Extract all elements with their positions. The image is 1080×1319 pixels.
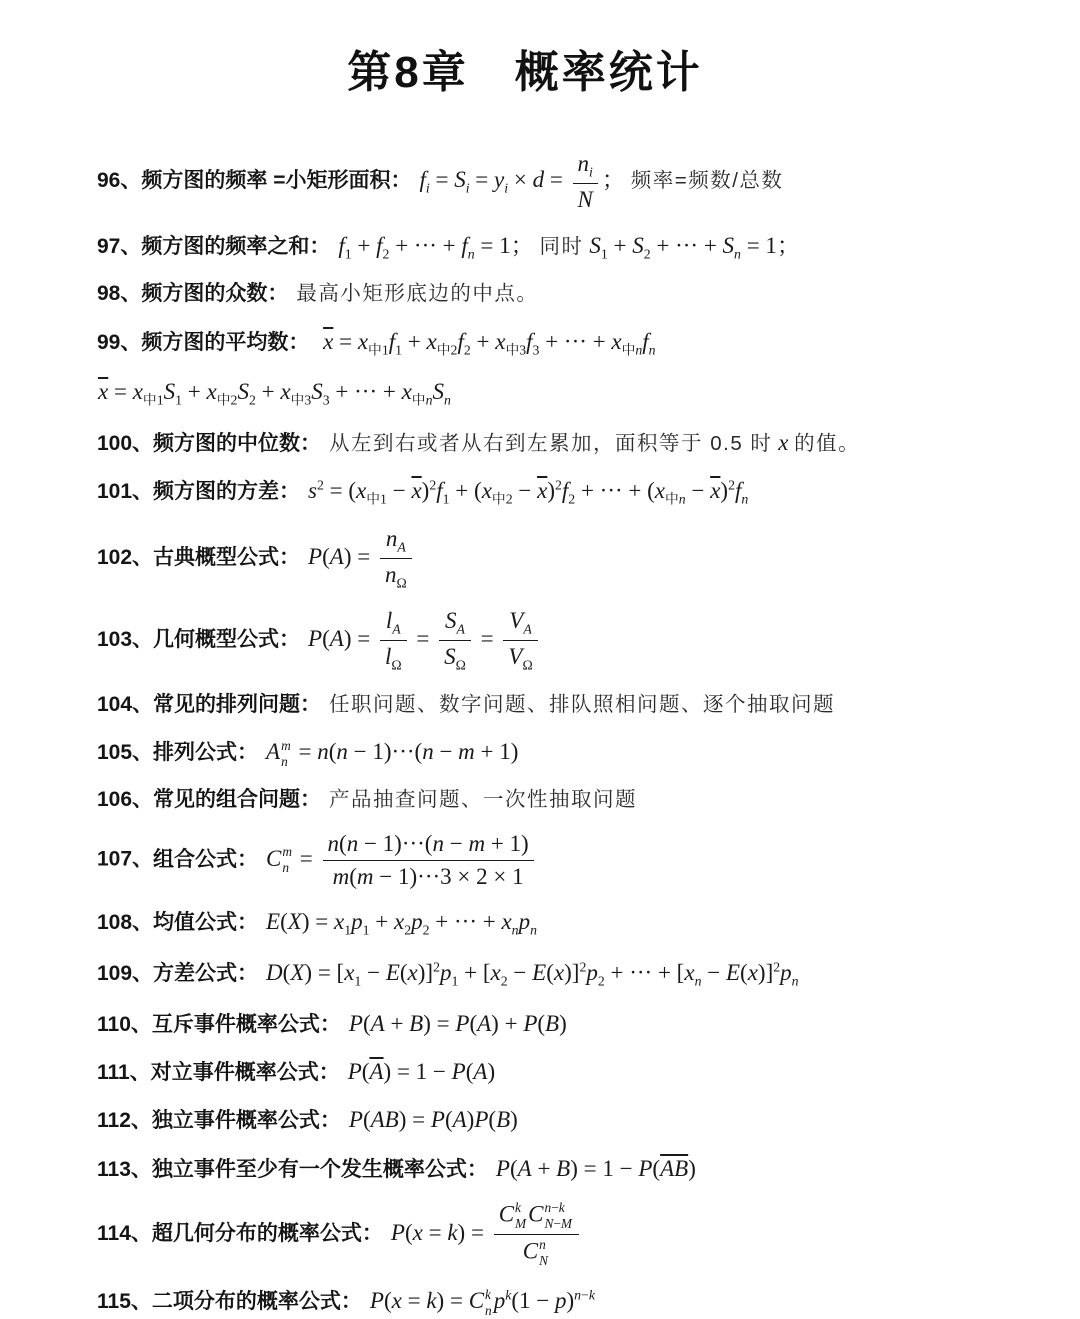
item-label: 频方图的众数： (141, 282, 289, 306)
item-number: 113、 (97, 1157, 152, 1181)
item-label: 方差公式： (153, 961, 259, 985)
item-formula: 从左到右或者从右到左累加，面积等于 0.5 时 x 的值。 (329, 429, 861, 455)
item-formula: 任职问题、数字问题、排队照相问题、逐个抽取问题 (329, 692, 836, 716)
item-label: 对立事件概率公式： (150, 1060, 340, 1084)
formula-item (0, 1055, 1050, 1088)
item-label: 常见的组合问题： (153, 787, 322, 811)
formula-item (0, 690, 1050, 720)
item-number: 108、 (97, 911, 154, 935)
item-label: 超几何分布的概率公式： (151, 1222, 383, 1246)
formula-item (0, 830, 1050, 890)
formula-item (0, 150, 1050, 214)
item-label: 二项分布的概率公式： (151, 1290, 362, 1314)
item-number: 111、 (97, 1060, 151, 1084)
item-number: 107、 (97, 847, 154, 871)
formula-item (0, 1200, 1050, 1269)
formula-item (0, 375, 1050, 411)
item-label: 常见的排列问题： (153, 692, 322, 716)
formula-item (0, 1007, 1050, 1040)
item-formula: P(A) = $\frac{n_A}{n_\Omega}$ (308, 546, 416, 569)
item-number: 106、 (97, 787, 154, 811)
item-number: 110、 (97, 1012, 152, 1036)
formula-item (0, 905, 1050, 941)
item-formula: P(A + B) = P(A) + P(B) (348, 1010, 567, 1036)
item-formula: 最高小矩形底边的中点。 (296, 282, 539, 306)
formula-item (0, 785, 1050, 815)
item-label: 频方图的方差： (153, 480, 301, 504)
item-label: 频方图的频率 =小矩形面积： (141, 169, 412, 193)
item-formula: $P(\overline{A}) = 1 - P(A)$ (347, 1058, 496, 1084)
item-number: 97、 (97, 234, 142, 258)
formula-item (0, 525, 1050, 592)
item-label: 频方图的平均数： (141, 330, 310, 354)
item-formula: $P(A + B) = 1 - P(\overline{AB})$ (495, 1155, 696, 1181)
formula-item (0, 279, 1050, 309)
item-formula: $E(X) = x_1p_1 + x_2p_2$ + ··· + $x_np_n$ (266, 909, 537, 938)
item-formula: P(x = k) = C k n $p^k(1 - p)^{n-k}$ (369, 1286, 595, 1318)
item-number: 109、 (97, 961, 154, 985)
item-formula: $\overline{x} = x_{中1}f_1 + x_{中2}f_2 + x_{中3}f_3$ + ··· + $x_{中n}f_n$ (323, 328, 656, 358)
item-label: 频方图的频率之和： (141, 234, 331, 258)
item-number: 103、 (97, 628, 154, 652)
item-label: 古典概型公式： (153, 545, 301, 569)
item-number: 102、 (97, 545, 154, 569)
item-label: 均值公式： (153, 911, 259, 935)
item-number: 112、 (97, 1109, 152, 1133)
item-label: 独立事件至少有一个发生概率公式： (151, 1157, 488, 1181)
chapter-number: 第8章 (347, 48, 469, 97)
item-formula: 产品抽查问题、一次性抽取问题 (329, 787, 638, 811)
item-label: 频方图的中位数： (153, 431, 322, 455)
formula-item (0, 474, 1050, 510)
item-formula: C m n = $\frac{n(n - 1)\cdot\cdot\cdot(n - m + 1)}{m(m - 1)\cdot\cdot\cdot 3 \times 2 \times 1}$ (266, 848, 538, 871)
item-formula: A m n = n(n − 1)···(n − m + 1) (266, 737, 519, 769)
formula-item (0, 426, 1050, 459)
item-number: 115、 (97, 1290, 152, 1314)
chapter-title (0, 36, 1050, 100)
item-formula: $f_i = S_i = y_i \times d$ = $\frac{n_i}{N}$ ； 频率=频数/总数 (419, 151, 784, 213)
item-formula: P(A) = $\frac{l_A}{l_\Omega}$ = $\frac{S_A}{S_\Omega}$ = $\frac{V_A}{V_\Omega}$ (308, 628, 542, 651)
item-label: 组合公式： (153, 847, 259, 871)
formula-item (0, 229, 1050, 265)
item-formula: P(AB) = P(A)P(B) (348, 1107, 518, 1133)
item-formula: $f_1 + f_2$ + ··· + $f_n = 1$； 同时 $S_1 + S_2$ + ··· + $S_n = 1$； (338, 232, 800, 262)
item-number: 105、 (97, 740, 154, 764)
item-number: 99、 (97, 330, 142, 354)
item-number: 104、 (97, 692, 154, 716)
item-number: 114、 (97, 1222, 152, 1246)
item-number: 96、 (97, 169, 142, 193)
chapter-name: 概率统计 (514, 48, 703, 97)
formula-item (0, 1152, 1050, 1185)
item-label: 独立事件概率公式： (151, 1109, 341, 1133)
item-formula: $\overline{x} = x_{中1}S_1 + x_{中2}S_2 + x_{中3}S_3$ + ··· + $x_{中n}S_n$ (98, 379, 451, 408)
formula-item (0, 1103, 1050, 1136)
item-formula: P(x = k) = C k M C n−k N−M C n N (391, 1222, 583, 1245)
item-label: 互斥事件概率公式： (151, 1012, 341, 1036)
item-number: 101、 (97, 480, 154, 504)
item-label: 排列公式： (153, 740, 259, 764)
item-number: 98、 (97, 282, 142, 306)
formula-item (0, 1284, 1050, 1319)
formula-item (0, 607, 1050, 674)
item-number: 100、 (97, 431, 154, 455)
formula-list (0, 150, 1050, 1319)
item-label: 几何概型公式： (153, 628, 301, 652)
item-formula: $D(X) = [x_1 - E(x)]^2p_1 + [x_2 - E(x)]^2p_2$ + ··· + $[x_n - E(x)]^2p_n$ (266, 959, 799, 989)
formula-item (0, 735, 1050, 770)
formula-item (0, 956, 1050, 992)
item-formula: $s^2 = (x_{中1} - \overline{x})^2f_1 + (x_{中2} - \overline{x})^2f_2$ + ··· + $(x_{中n} - \overline{x})^2f_n$ (308, 477, 749, 507)
formula-item (0, 325, 1050, 361)
